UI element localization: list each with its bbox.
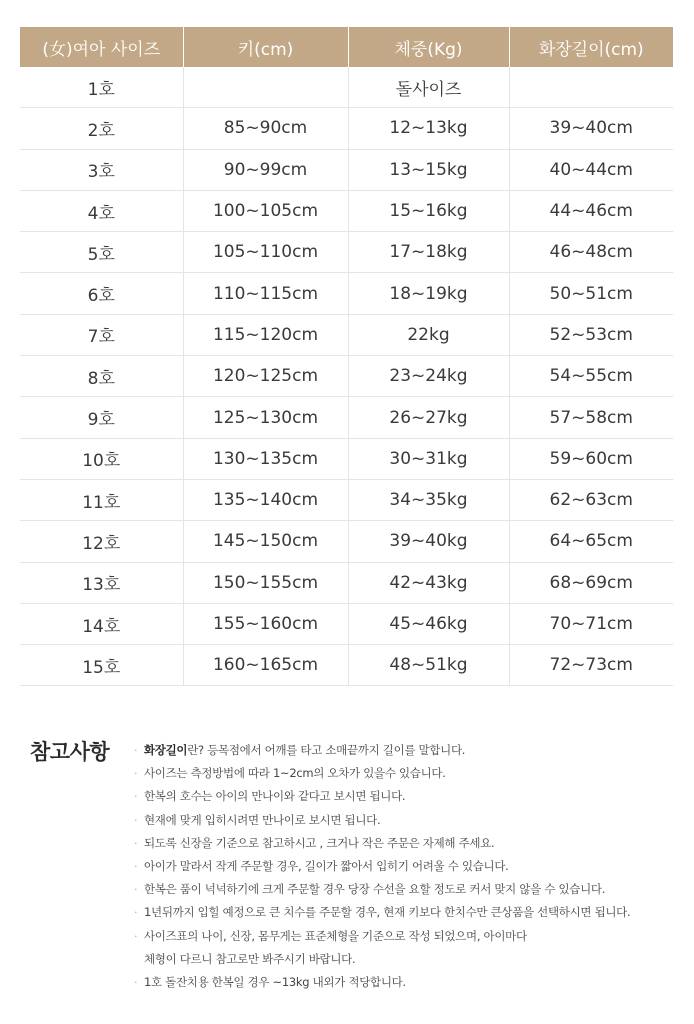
bullet-icon: ·	[134, 813, 138, 827]
note-text: 아이가 말라서 작게 주문할 경우, 길이가 짧아서 입히기 어려울 수 있습니다.	[144, 859, 509, 874]
cell-height: 100~105cm	[183, 190, 348, 231]
cell-weight: 26~27kg	[348, 397, 509, 438]
column-header-size: (女)여아 사이즈	[20, 27, 183, 67]
note-text: 사이즈는 측정방법에 따라 1~2cm의 오차가 있을수 있습니다.	[144, 766, 446, 781]
note-item	[134, 878, 630, 901]
notes-list	[134, 739, 630, 994]
note-text: 현재에 맞게 입히시려면 만나이로 보시면 됩니다.	[144, 812, 381, 827]
bullet-icon: ·	[134, 860, 138, 874]
cell-size: 1호	[20, 67, 183, 108]
cell-size: 12호	[20, 521, 183, 562]
table-row	[20, 108, 673, 149]
cell-sleeve-length: 50~51cm	[509, 273, 673, 314]
cell-sleeve-length: 52~53cm	[509, 314, 673, 355]
cell-weight: 22kg	[348, 314, 509, 355]
cell-height: 135~140cm	[183, 479, 348, 520]
cell-height: 125~130cm	[183, 397, 348, 438]
table-row	[20, 562, 673, 603]
note-item	[134, 762, 630, 785]
note-text: 1년뒤까지 입힐 예정으로 큰 치수를 주문할 경우, 현재 키보다 한치수만 큰상품을 선택하시면 됩니다.	[144, 905, 631, 920]
cell-size: 3호	[20, 149, 183, 190]
cell-sleeve-length: 39~40cm	[509, 108, 673, 149]
table-row	[20, 645, 673, 686]
cell-height: 115~120cm	[183, 314, 348, 355]
bullet-icon: ·	[134, 906, 138, 920]
cell-weight: 15~16kg	[348, 190, 509, 231]
table-row	[20, 314, 673, 355]
note-bold-term: 화장길이	[144, 743, 188, 757]
note-item	[134, 855, 630, 878]
note-text: 사이즈표의 나이, 신장, 몸무게는 표준체형을 기준으로 작성 되었으며, 아이마다	[144, 928, 527, 943]
column-header-sleeve-length: 화장길이(cm)	[509, 27, 673, 67]
table-row	[20, 603, 673, 644]
cell-height: 155~160cm	[183, 603, 348, 644]
bullet-icon: ·	[134, 929, 138, 943]
cell-sleeve-length: 64~65cm	[509, 521, 673, 562]
cell-sleeve-length: 59~60cm	[509, 438, 673, 479]
note-text: 란? 등목점에서 어깨를 타고 소매끝까지 길이를 말합니다.	[187, 743, 466, 757]
cell-sleeve-length: 68~69cm	[509, 562, 673, 603]
cell-weight: 42~43kg	[348, 562, 509, 603]
bullet-icon: ·	[134, 790, 138, 804]
table-header-row	[20, 27, 673, 67]
table-row	[20, 190, 673, 231]
cell-sleeve-length: 72~73cm	[509, 645, 673, 686]
cell-sleeve-length: 62~63cm	[509, 479, 673, 520]
cell-size: 9호	[20, 397, 183, 438]
cell-weight: 18~19kg	[348, 273, 509, 314]
table-row	[20, 149, 673, 190]
bullet-icon: ·	[134, 836, 138, 850]
note-text-continued: 체형이 다르니 참고로만 봐주시기 바랍니다.	[144, 951, 356, 966]
cell-size: 4호	[20, 190, 183, 231]
note-item	[134, 832, 630, 855]
cell-weight: 돌사이즈	[348, 67, 509, 108]
cell-sleeve-length	[509, 67, 673, 108]
cell-height: 150~155cm	[183, 562, 348, 603]
note-item	[134, 925, 630, 971]
cell-weight: 13~15kg	[348, 149, 509, 190]
table-row	[20, 356, 673, 397]
bullet-icon: ·	[134, 767, 138, 781]
cell-height: 145~150cm	[183, 521, 348, 562]
cell-size: 8호	[20, 356, 183, 397]
cell-size: 5호	[20, 232, 183, 273]
table-row	[20, 521, 673, 562]
cell-weight: 17~18kg	[348, 232, 509, 273]
note-text: 되도록 신장을 기준으로 참고하시고 , 크거나 작은 주문은 자제해 주세요.	[144, 835, 495, 850]
note-item	[134, 809, 630, 832]
cell-height: 120~125cm	[183, 356, 348, 397]
cell-sleeve-length: 54~55cm	[509, 356, 673, 397]
cell-size: 11호	[20, 479, 183, 520]
note-text: 한복의 호수는 아이의 만나이와 같다고 보시면 됩니다.	[144, 789, 406, 804]
table-row	[20, 273, 673, 314]
cell-weight: 48~51kg	[348, 645, 509, 686]
cell-sleeve-length: 40~44cm	[509, 149, 673, 190]
cell-sleeve-length: 57~58cm	[509, 397, 673, 438]
cell-height: 130~135cm	[183, 438, 348, 479]
note-text: 한복은 품이 넉넉하기에 크게 주문할 경우 당장 수선을 요할 정도로 커서 맞지 않을 수 있습니다.	[144, 882, 606, 897]
cell-height: 85~90cm	[183, 108, 348, 149]
notes-title: 참고사항	[30, 740, 110, 764]
table-row	[20, 479, 673, 520]
column-header-height: 키(cm)	[183, 27, 348, 67]
note-item	[134, 971, 630, 994]
column-header-weight: 체중(Kg)	[348, 27, 509, 67]
cell-size: 15호	[20, 645, 183, 686]
cell-weight: 23~24kg	[348, 356, 509, 397]
cell-height: 110~115cm	[183, 273, 348, 314]
note-item	[134, 901, 630, 924]
cell-size: 6호	[20, 273, 183, 314]
cell-size: 10호	[20, 438, 183, 479]
cell-weight: 34~35kg	[348, 479, 509, 520]
table-row	[20, 397, 673, 438]
bullet-icon: ·	[134, 976, 138, 990]
cell-weight: 45~46kg	[348, 603, 509, 644]
note-item	[134, 739, 630, 762]
cell-size: 7호	[20, 314, 183, 355]
size-table	[20, 27, 673, 686]
cell-size: 13호	[20, 562, 183, 603]
note-text: 1호 돌잔치용 한복일 경우 ~13kg 내외가 적당합니다.	[144, 975, 406, 990]
bullet-icon: ·	[134, 883, 138, 897]
cell-sleeve-length: 70~71cm	[509, 603, 673, 644]
cell-weight: 30~31kg	[348, 438, 509, 479]
cell-height: 105~110cm	[183, 232, 348, 273]
cell-height: 90~99cm	[183, 149, 348, 190]
cell-sleeve-length: 46~48cm	[509, 232, 673, 273]
cell-height: 160~165cm	[183, 645, 348, 686]
cell-weight: 12~13kg	[348, 108, 509, 149]
table-row	[20, 438, 673, 479]
table-row	[20, 232, 673, 273]
cell-weight: 39~40kg	[348, 521, 509, 562]
cell-size: 2호	[20, 108, 183, 149]
table-row	[20, 67, 673, 108]
cell-size: 14호	[20, 603, 183, 644]
cell-height	[183, 67, 348, 108]
note-item	[134, 785, 630, 808]
bullet-icon: ·	[134, 744, 138, 757]
cell-sleeve-length: 44~46cm	[509, 190, 673, 231]
table-body	[20, 67, 673, 686]
